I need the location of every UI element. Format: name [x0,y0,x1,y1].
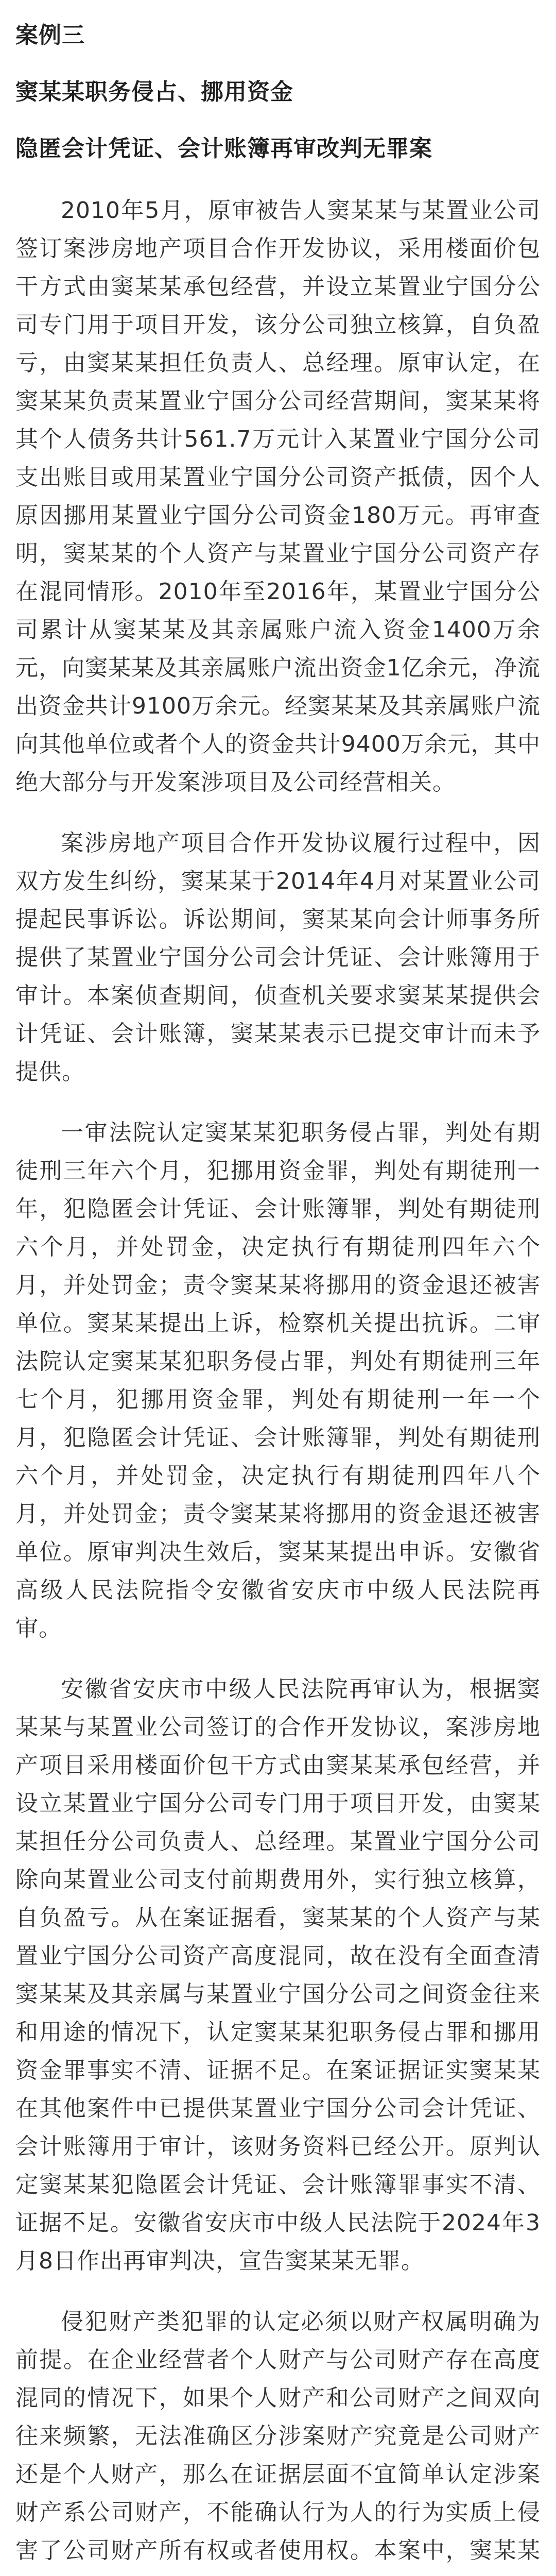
spacer [15,169,541,192]
case-title-line-1: 窦某某职务侵占、挪用资金 [15,79,293,105]
spacer [15,112,541,129]
spacer [15,2280,541,2303]
case-label: 案例三 [15,22,85,48]
paragraph-retrial: 安徽省安庆市中级人民法院再审认为，根据窦某某与某置业公司签订的合作开发协议，案涉房地产项目采用楼面价包干方式由窦某某承包经营，并设立某置业宁国分公司专门用于项目开发，由窦某某担任分公司负责人、总经理。某置业宁国分公司除向某置业公司支付前期费用外，实行独立核算，自负盈亏。从在案证据看，窦某某的个人资产与某置业宁国分公司资产高度混同，故在没有全面查清窦某某及其亲属与某置业宁国分公司之间资金往来和用途的情况下，认定窦某某犯职务侵占罪和挪用资金罪事实不清、证据不足。在案证据证实窦某某在其他案件中已提供某置业宁国分公司会计凭证、会计账簿用于审计，该财务资料已经公开。原判认定窦某某犯隐匿会计凭证、会计账簿罪事实不清、证据不足。安徽省安庆市中级人民法院于2024年3月8日作出再审判决，宣告窦某某无罪。 [15,1676,541,2274]
spacer [15,56,541,72]
spacer [15,802,541,824]
case-title-line-2: 隐匿会计凭证、会计账簿再审改判无罪案 [15,135,432,162]
paragraph-facts: 2010年5月，原审被告人窦某某与某置业公司签订案涉房地产项目合作开发协议，采用楼面价包干方式由窦某某承包经营，并设立某置业宁国分公司专门用于项目开发，该分公司独立核算，自负盈亏，由窦某某担任负责人、总经理。原审认定，在窦某某负责某置业宁国分公司经营期间，窦某某将其个人债务共计561.7万元计入某置业宁国分公司支出账目或用某置业宁国分公司资产抵债，因个人原因挪用某置业宁国分公司资金180万元。再审查明，窦某某的个人资产与某置业宁国分公司资产存在混同情形。2010年至2016年，某置业宁国分公司累计从窦某某及其亲属账户流入资金1400万余元，向窦某某及其亲属账户流出资金1亿余元，净流出资金共计9100万余元。经窦某某及其亲属账户流向其他单位或者个人的资金共计9400万余元，其中绝大部分与开发案涉项目及公司经营相关。 [15,197,541,795]
spacer [15,1091,541,1114]
paragraph-trial-history: 一审法院认定窦某某犯职务侵占罪，判处有期徒刑三年六个月，犯挪用资金罪，判处有期徒刑一年，犯隐匿会计凭证、会计账簿罪，判处有期徒刑六个月，并处罚金，决定执行有期徒刑四年六个月，并处罚金；责令窦某某将挪用的资金退还被害单位。窦某某提出上诉，检察机关提出抗诉。二审法院认定窦某某犯职务侵占罪，判处有期徒刑三年七个月，犯挪用资金罪，判处有期徒刑一年一个月，犯隐匿会计凭证、会计账簿罪，判处有期徒刑六个月，并处罚金，决定执行有期徒刑四年八个月，并处罚金；责令窦某某将挪用的资金退还被害单位。原审判决生效后，窦某某提出申诉。安徽省高级人民法院指令安徽省安庆市中级人民法院再审。 [15,1120,541,1641]
paragraph-commentary: 侵犯财产类犯罪的认定必须以财产权属明确为前提。在企业经营者个人财产与公司财产存在高度混同的情况下，如果个人财产和公司财产之间双向往来频繁，无法准确区分涉案财产究竟是公司财产还是个人财产，那么在证据层面不宜简单认定涉案财产系公司财产，不能确认行为人的行为实质上侵害了公司财产所有权或者使用权。本案中，窦某某 [15,2309,541,2564]
paragraph-civil-dispute: 案涉房地产项目合作开发协议履行过程中，因双方发生纠纷，窦某某于2014年4月对某置业公司提起民事诉讼。诉讼期间，窦某某向会计师事务所提供了某置业宁国分公司会计凭证、会计账簿用于审计。本案侦查期间，侦查机关要求窦某某提供会计凭证、会计账簿，窦某某表示已提交审计而未予提供。 [15,830,541,1085]
spacer [15,1648,541,1670]
